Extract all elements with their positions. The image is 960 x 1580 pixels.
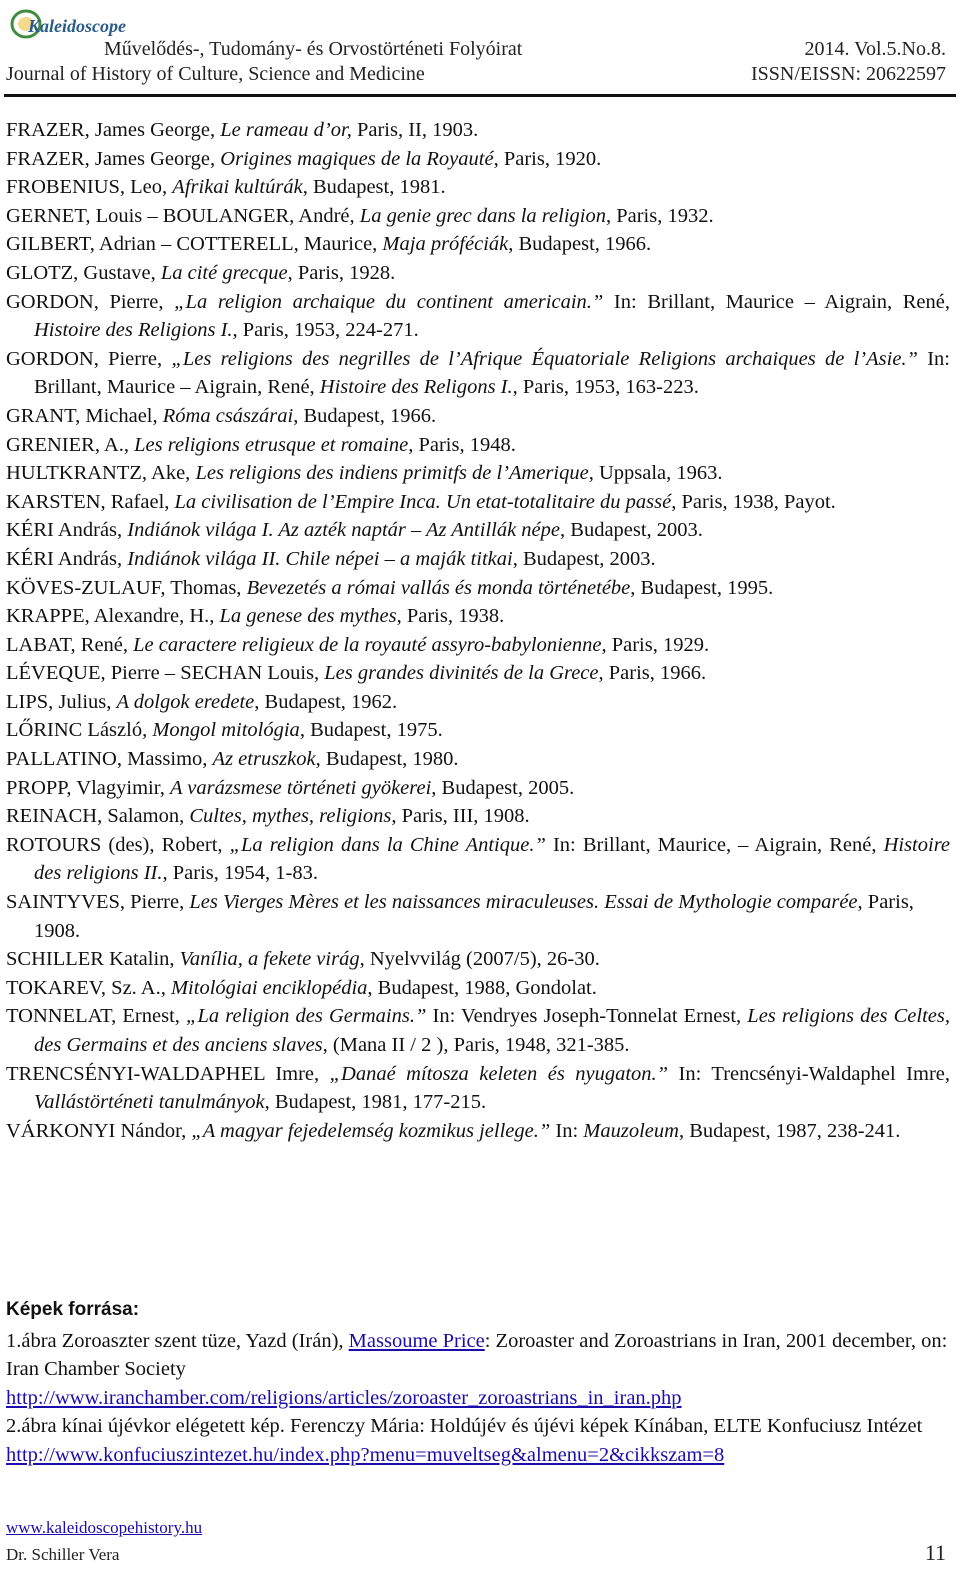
reference-text: KRAPPE, Alexandre, H., [6, 605, 220, 628]
source-2-url-link[interactable]: http://www.konfuciuszintezet.hu/index.php?menu=muveltseg&almenu=2&cikkszam=8 [6, 1443, 725, 1466]
reference-text: , Budapest, 1981. [302, 176, 446, 199]
reference-text: GORDON, Pierre, [6, 347, 172, 370]
reference-text: , Paris, 1954, 1-83. [162, 862, 318, 885]
reference-text: VÁRKONYI Nándor, [6, 1119, 192, 1142]
header-divider [4, 94, 956, 97]
reference-text: , Paris, 1938, Payot. [671, 490, 836, 513]
reference-text: , Budapest, 1995. [630, 576, 774, 599]
reference-text: GRANT, Michael, [6, 404, 163, 427]
reference-title: A dolgok eredete [116, 690, 255, 713]
source-1-text: 1.ábra Zoroaszter szent tüze, Yazd (Irán), [6, 1329, 349, 1352]
reference-text: KÉRI András, [6, 547, 128, 570]
reference-title: „A magyar fejedelemség kozmikus jellege.” [191, 1119, 551, 1142]
reference-title: Az etruszkok [212, 748, 316, 771]
reference-text: ROTOURS (des), Robert, [6, 833, 230, 856]
reference-item [6, 202, 950, 231]
reference-title: „Danaé mítosza keleten és nyugaton.” [329, 1062, 669, 1085]
reference-item [6, 545, 950, 574]
reference-item [6, 602, 950, 631]
reference-title: Les religions etrusque et romaine [134, 433, 409, 456]
reference-text: In: Brillant, Maurice – Aigrain, René, [34, 347, 950, 399]
reference-text: Paris, II, 1903. [351, 119, 479, 141]
reference-title: Les Vierges Mères et les naissances miraculeuses. Essai de Mythologie comparée [189, 891, 858, 914]
reference-text: , Budapest, 2003. [512, 547, 656, 570]
reference-item [6, 945, 950, 974]
reference-text: GORDON, Pierre, [6, 290, 175, 313]
reference-title: Mongol mitológia [152, 719, 300, 742]
reference-item [6, 230, 950, 259]
source-1-url-link[interactable]: http://www.iranchamber.com/religions/articles/zoroaster_zoroastrians_in_iran.php [6, 1386, 682, 1409]
reference-text: , Paris, 1938. [396, 605, 505, 628]
reference-title: Indiánok világa II. Chile népei – a maják titkai [127, 547, 513, 570]
reference-list [6, 116, 950, 1145]
reference-text: In: [550, 1119, 584, 1142]
reference-item [6, 1060, 950, 1117]
reference-text: , Paris, 1953, 224-271. [232, 319, 419, 342]
reference-title: Maja próféciák [382, 233, 509, 256]
reference-text: LIPS, Julius, [6, 690, 117, 713]
image-sources [6, 1296, 950, 1470]
reference-title: Histoire des Religions I. [34, 319, 233, 342]
reference-item [6, 1117, 950, 1146]
reference-title: Le rameau d’or, [220, 119, 352, 141]
source-1-text-end: : Zoroaster and Zoroastrians in Iran, 2001 december, on: Iran Chamber Society [6, 1329, 948, 1381]
reference-item [6, 402, 950, 431]
reference-text: , Nyelvvilág (2007/5), 26-30. [359, 948, 600, 971]
reference-text: , Budapest, 1975. [299, 719, 443, 742]
reference-text: , Budapest, 1988, Gondolat. [367, 976, 597, 999]
reference-title: Les religions des indiens primitfs de l’Amerique [195, 462, 589, 485]
reference-title: Róma császárai [162, 404, 294, 427]
reference-title: Histoire des Religons I. [319, 376, 513, 399]
reference-text: , Uppsala, 1963. [588, 462, 723, 485]
reference-title: Les religions des Celtes, des Germains et des anciens slaves [34, 1005, 951, 1056]
reference-title: Le caractere religieux de la royauté assyro-babylonienne [133, 633, 602, 656]
reference-item [6, 802, 950, 831]
reference-text: , Budapest, 1962. [254, 690, 398, 713]
reference-text: TRENCSÉNYI-WALDAPHEL Imre, [6, 1062, 330, 1085]
reference-title: Mitológiai enciklopédia [170, 976, 368, 999]
reference-text: , Budapest, 1966. [293, 404, 437, 427]
reference-item [6, 116, 950, 145]
reference-title: La genese des mythes [219, 605, 397, 628]
reference-item [6, 1002, 950, 1059]
reference-text: PALLATINO, Massimo, [6, 748, 213, 771]
reference-title: La cité grecque [160, 261, 288, 284]
reference-text: , Budapest, 2005. [431, 776, 575, 799]
reference-text: FRAZER, James George, [6, 147, 221, 170]
journal-title-hu: Művelődés-, Tudomány- és Orvostörténeti Folyóirat [104, 38, 523, 60]
reference-title: „La religion dans la Chine Antique.” [229, 833, 546, 856]
reference-item [6, 659, 950, 688]
reference-title: „Les religions des negrilles de l’Afrique Équatoriale Religions archaiques de l’Asie.” [171, 347, 918, 370]
reference-text: , Paris, 1908. [34, 891, 914, 942]
reference-text: , Budapest, 1980. [315, 748, 459, 771]
reference-text: , Budapest, 1966. [508, 233, 652, 256]
sources-title: Képek forrása: [6, 1299, 140, 1320]
footer-website-link[interactable]: www.kaleidoscopehistory.hu [6, 1518, 203, 1537]
reference-text: GILBERT, Adrian – COTTERELL, Maurice, [6, 233, 383, 256]
reference-title: Origines magiques de la Royauté [220, 147, 494, 170]
reference-text: SAINTYVES, Pierre, [6, 891, 190, 914]
reference-item [6, 459, 950, 488]
reference-item [6, 173, 950, 202]
reference-text: , (Mana II / 2 ), Paris, 1948, 321-385. [322, 1034, 630, 1056]
reference-item [6, 831, 950, 888]
reference-title: Cultes, mythes, religions [189, 805, 392, 828]
reference-item [6, 716, 950, 745]
reference-title: Indiánok világa I. Az azték naptár – Az Antillák népe [127, 519, 561, 542]
reference-text: , Paris, III, 1908. [391, 805, 530, 828]
reference-title: „La religion archaique du continent americain.” [174, 290, 604, 313]
reference-text: , Budapest, 2003. [560, 519, 703, 542]
reference-text: KARSTEN, Rafael, [6, 490, 175, 513]
issn: ISSN/EISSN: 20622597 [750, 63, 946, 85]
reference-text: TOKAREV, Sz. A., [6, 976, 171, 999]
reference-text: GRENIER, A., [6, 433, 135, 456]
source-1 [6, 1327, 950, 1384]
reference-text: In: Vendryes Joseph-Tonnelat Ernest, [426, 1005, 748, 1028]
reference-text: In: Brillant, Maurice – Aigrain, René, [603, 290, 950, 313]
reference-text: KÉRI András, [6, 519, 128, 542]
reference-text: In: Brillant, Maurice, – Aigrain, René, [545, 833, 884, 856]
reference-item [6, 345, 950, 402]
reference-text: In: Trencsényi-Waldaphel Imre, [668, 1062, 951, 1085]
reference-item [6, 145, 950, 174]
journal-logo [6, 6, 126, 46]
reference-item [6, 774, 950, 803]
reference-item [6, 688, 950, 717]
reference-text: FRAZER, James George, [6, 119, 221, 141]
reference-text: LŐRINC László, [6, 719, 153, 742]
page-number: 11 [924, 1540, 946, 1565]
logo-text: Kaleidoscope [28, 16, 126, 36]
reference-text: PROPP, Vlagyimir, [6, 776, 170, 799]
reference-text: , Paris, 1966. [598, 662, 707, 685]
reference-text: , Budapest, 1981, 177-215. [264, 1091, 487, 1114]
reference-title: Vanília, a fekete virág [179, 948, 360, 971]
reference-text: , Paris, 1928. [287, 261, 396, 284]
reference-title: Histoire des religions II. [34, 833, 951, 885]
reference-text: LÉVEQUE, Pierre – SECHAN Louis, [6, 662, 325, 685]
reference-title: Afrikai kultúrák [172, 176, 303, 199]
reference-text: TONNELAT, Ernest, [6, 1005, 187, 1028]
reference-item [6, 974, 950, 1003]
reference-text: , Paris, 1948. [408, 433, 516, 456]
journal-title-en: Journal of History of Culture, Science and Medicine [6, 63, 425, 85]
reference-text: , Budapest, 1987, 238-241. [678, 1119, 901, 1142]
issue-number: 2014. Vol.5.No.8. [804, 38, 946, 60]
reference-text: FROBENIUS, Leo, [6, 176, 173, 199]
reference-text: KÖVES-ZULAUF, Thomas, [6, 576, 247, 599]
reference-title: A varázsmese történeti gyökerei [169, 776, 432, 799]
reference-item [6, 288, 950, 345]
reference-text: LABAT, René, [6, 633, 134, 656]
reference-item [6, 516, 950, 545]
reference-item [6, 745, 950, 774]
reference-item [6, 488, 950, 517]
reference-title: „La religion des Germains.” [186, 1005, 427, 1028]
footer-author: Dr. Schiller Vera [6, 1545, 120, 1564]
source-1-author-link[interactable]: Massoume Price [348, 1329, 485, 1352]
reference-title: La genie grec dans la religion [359, 204, 606, 227]
reference-title: Vallástörténeti tanulmányok [34, 1091, 265, 1114]
reference-item [6, 574, 950, 603]
reference-item [6, 431, 950, 460]
reference-text: GLOTZ, Gustave, [6, 261, 161, 284]
reference-text: , Paris, 1920. [493, 147, 602, 170]
reference-title: Bevezetés a római vallás és monda történetébe [246, 576, 631, 599]
reference-text: , Paris, 1953, 163-223. [512, 376, 699, 399]
reference-text: , Paris, 1932. [605, 204, 714, 227]
reference-text: SCHILLER Katalin, [6, 948, 180, 971]
reference-text: , Paris, 1929. [601, 633, 710, 656]
reference-title: Les grandes divinités de la Grece [324, 662, 599, 685]
reference-text: HULTKRANTZ, Ake, [6, 462, 196, 485]
reference-text: GERNET, Louis – BOULANGER, André, [6, 204, 360, 227]
source-2-text: 2.ábra kínai újévkor elégetett kép. Ferenczy Mária: Holdújév és újévi képek Kínában, ELTE Konfuciusz Intézet [6, 1415, 923, 1438]
reference-title: La civilisation de l’Empire Inca. Un etat-totalitaire du passé [174, 490, 672, 513]
reference-item [6, 631, 950, 660]
reference-item [6, 888, 950, 945]
reference-text: REINACH, Salamon, [6, 805, 190, 828]
reference-title: Mauzoleum [583, 1119, 679, 1142]
reference-item [6, 259, 950, 288]
